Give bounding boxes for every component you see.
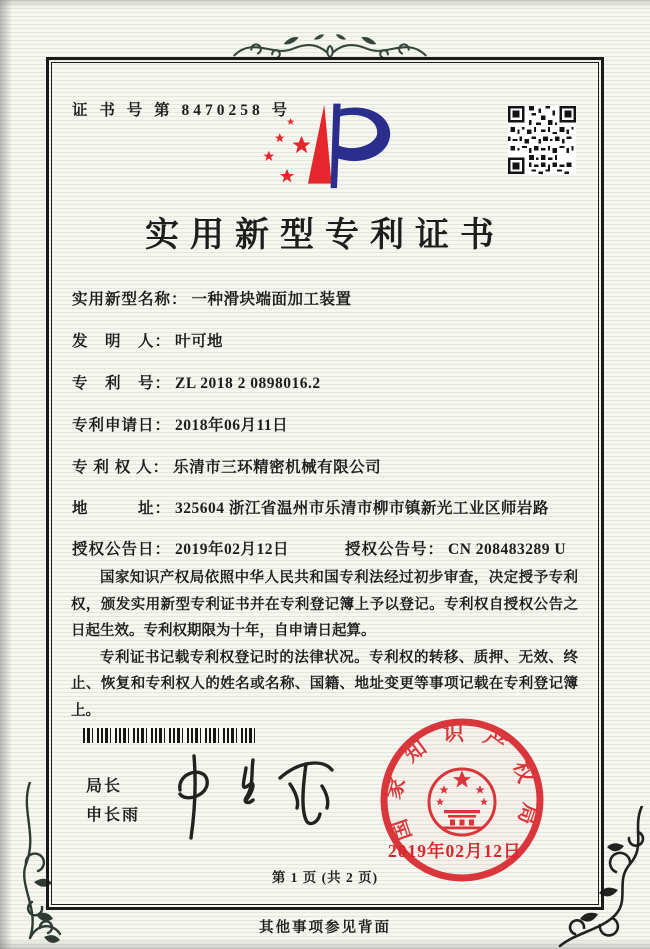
- field-label: 专 利 权 人：: [72, 459, 170, 476]
- director-signature-icon: [150, 748, 370, 848]
- scan-shadow-top: [0, 0, 650, 8]
- page-number: 第 1 页 (共 2 页): [271, 870, 379, 885]
- legal-paragraph-register: 专利证书记载专利权登记时的法律状况。专利权的转移、质押、无效、终止、恢复和专利权人的姓名或名称、国籍、地址变更等事项记载在专利登记簿上。: [71, 649, 578, 719]
- field-value: 2018年06月11日: [175, 417, 289, 434]
- field-label: 地 址：: [72, 500, 172, 517]
- field-value: ZL 2018 2 0898016.2: [175, 375, 321, 392]
- field-utility-model-name: [72, 287, 352, 309]
- director-name: 申长雨: [86, 807, 141, 824]
- legal-paragraph-grant: 国家知识产权局依照中华人民共和国专利法经过初步审查，决定授予专利权，颁发实用新型专利证书并在专利登记簿上予以登记。专利权自授权公告之日起生效。专利权期限为十年，自申请日起算。: [71, 570, 578, 639]
- field-patentee: [72, 455, 381, 477]
- field-inventor: [72, 329, 223, 351]
- barcode-icon: [83, 728, 256, 743]
- certificate-number: 证 书 号 第 8470258 号: [72, 102, 292, 119]
- cnipa-logo-icon: [248, 100, 406, 200]
- field-grant-number: [345, 537, 566, 559]
- back-side-note: 其他事项参见背面: [259, 920, 391, 936]
- field-label: 专利申请日：: [72, 417, 172, 434]
- field-value: 叶可地: [175, 333, 224, 350]
- field-value: CN 208483289 U: [448, 541, 567, 558]
- certificate-title: 实用新型专利证书: [145, 217, 505, 254]
- director-block: [86, 772, 140, 830]
- field-value: 325604 浙江省温州市乐清市柳市镇新光工业区师岩路: [175, 500, 549, 517]
- qr-code-icon: [508, 106, 576, 174]
- field-label: 专 利 号：: [72, 375, 172, 392]
- field-value: 一种滑块端面加工装置: [191, 291, 352, 308]
- field-label: 授权公告日：: [72, 541, 172, 558]
- field-grant-date-and-number: [72, 537, 567, 559]
- field-value: 乐清市三环精密机械有限公司: [173, 459, 382, 476]
- seal-agency-text: 国家知识产权局: [380, 721, 544, 844]
- field-label: 实用新型名称：: [72, 291, 188, 308]
- field-address: [72, 496, 549, 518]
- director-title: 局长: [86, 778, 123, 795]
- scan-shadow-bottom: [0, 939, 650, 949]
- field-patent-number: [72, 371, 321, 393]
- seal-date: 2019年02月12日: [388, 841, 522, 861]
- field-label: 发 明 人：: [72, 333, 172, 350]
- field-value: 2019年02月12日: [175, 541, 290, 558]
- legal-text-block: [71, 565, 578, 724]
- field-application-date: [72, 413, 288, 435]
- field-label: 授权公告号：: [345, 541, 445, 558]
